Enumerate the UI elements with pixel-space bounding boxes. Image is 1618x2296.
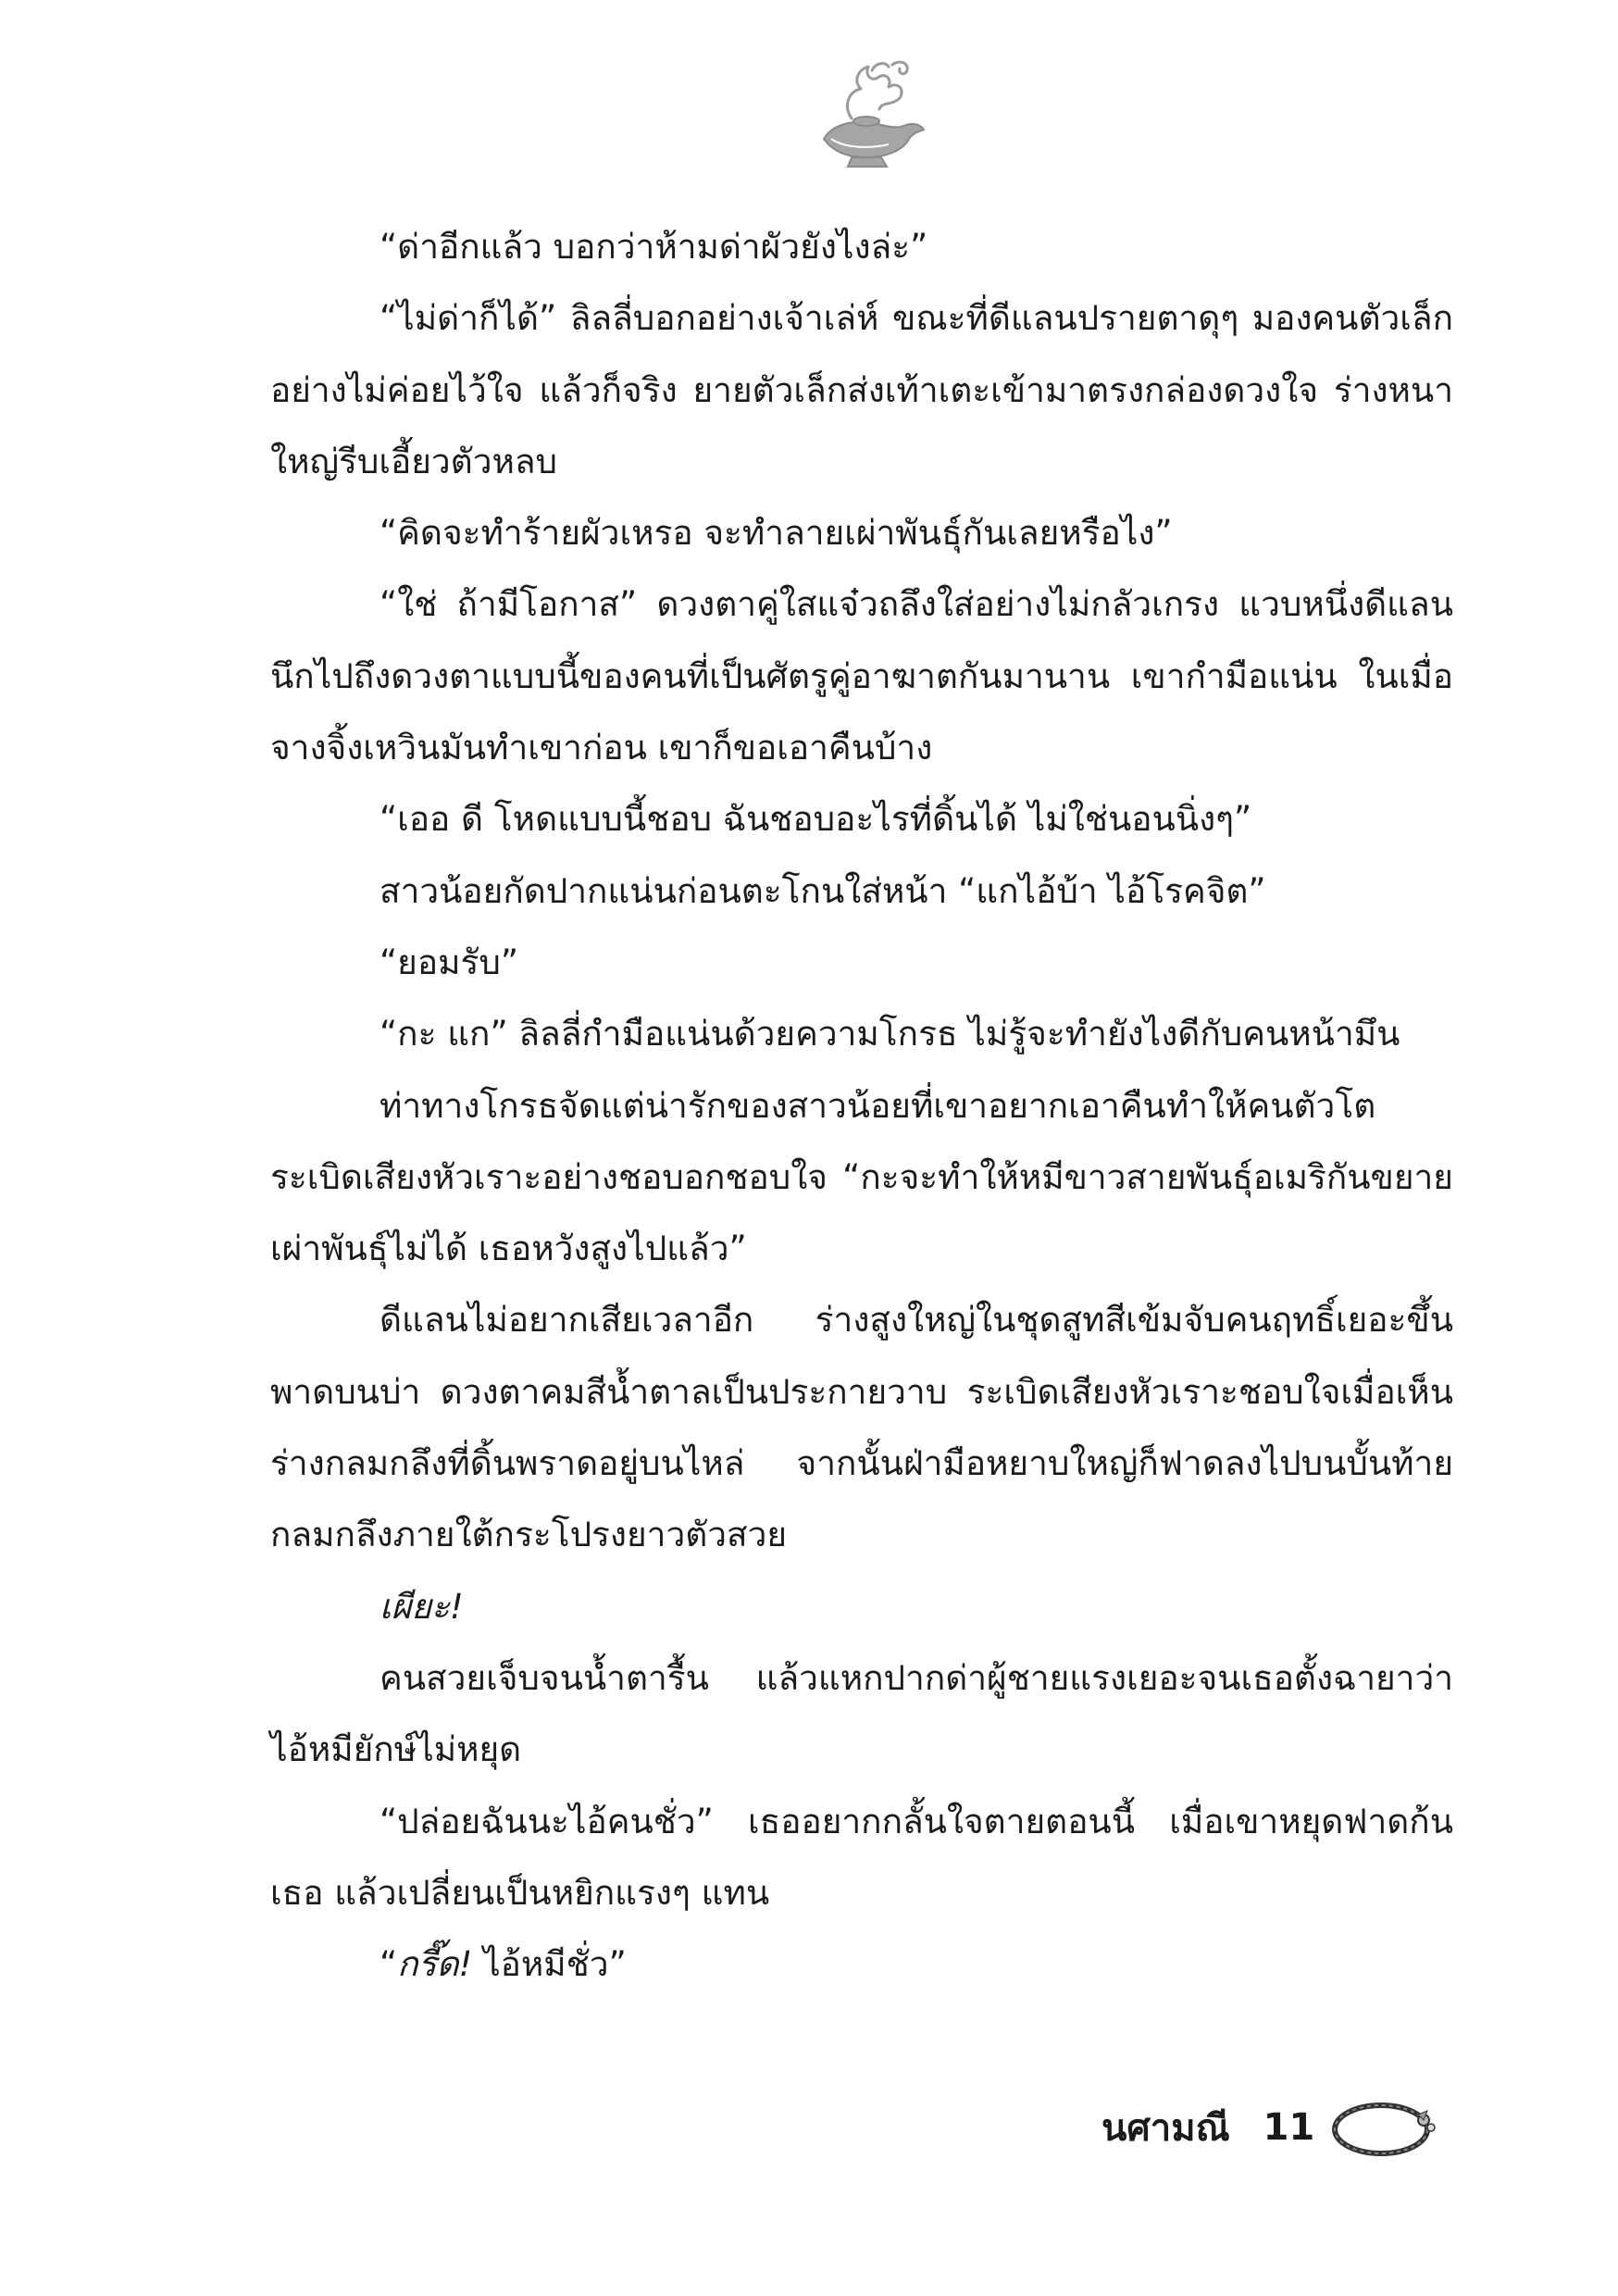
quote-rest: ไอ้หมีชั่ว” — [472, 1944, 627, 1985]
paragraph-last — [270, 1928, 1453, 2000]
paragraph: ท่าทางโกรธจัดแต่น่ารักของสาวน้อยที่เขาอยากเอาคืนทำให้คนตัวโตระเบิดเสียงหัวเราะอย่างชอบอกชอบใจ “กะจะทำให้หมีขาวสายพันธุ์อเมริกันขยายเผ่าพันธุ์ไม่ได้ เธอหวังสูงไปแล้ว” — [270, 1085, 1453, 1269]
bracelet-icon — [1327, 2092, 1438, 2163]
paragraph: “ด่าอีกแล้ว บอกว่าห้ามด่าผัวยังไงล่ะ” — [380, 227, 928, 267]
paragraph: “ใช่ ถ้ามีโอกาส” ดวงตาคู่ใสแจ๋วถลึงใส่อย่างไม่กลัวเกรง แวบหนึ่งดีแลนนึกไปถึงดวงตาแบบนี้ของคนที่เป็นศัตรูคู่อาฆาตกันมานาน เขากำมือแน่น ในเมื่อจางจิ้งเหวินมันทำเขาก่อน เขาก็ขอเอาคืนบ้าง — [270, 584, 1453, 768]
paragraph: คนสวยเจ็บจนน้ำตารื้น แล้วแหกปากด่าผู้ชายแรงเยอะจนเธอตั้งฉายาว่าไอ้หมียักษ์ไม่หยุด — [270, 1657, 1453, 1770]
page-number: 11 — [1263, 2106, 1315, 2149]
paragraph: “คิดจะทำร้ายผัวเหรอ จะทำลายเผ่าพันธุ์กันเลยหรือไง” — [380, 513, 1173, 554]
book-title: นศามณี — [1101, 2107, 1230, 2150]
paragraph: “ไม่ด่าก็ได้” ลิลลี่บอกอย่างเจ้าเล่ห์ ขณะที่ดีแลนปรายตาดุๆ มองคนตัวเล็กอย่างไม่ค่อยไว้ใจ แล้วก็จริง ยายตัวเล็กส่งเท้าเตะเข้ามาตรงกล่องดวงใจ ร่างหนาใหญ่รีบเอี้ยวตัวหลบ — [270, 298, 1453, 481]
genie-lamp-icon — [796, 54, 935, 174]
scream-word: กรี๊ด! — [397, 1944, 473, 1985]
page-footer — [1101, 2090, 1438, 2165]
paragraph: “เออ ดี โหดแบบนี้ชอบ ฉันชอบอะไรที่ดิ้นได้ ไม่ใช่นอนนิ่งๆ” — [380, 799, 1252, 840]
body-text — [270, 211, 1453, 2000]
paragraph: ดีแลนไม่อยากเสียเวลาอีก ร่างสูงใหญ่ในชุดสูทสีเข้มจับคนฤทธิ์เยอะขึ้นพาดบนบ่า ดวงตาคมสีน้ำตาลเป็นประกายวาบ ระเบิดเสียงหัวเราะชอบใจเมื่อเห็นร่างกลมกลึงที่ดิ้นพราดอยู่บนไหล่ จากนั้นฝ่ามือหยาบใหญ่ก็ฟาดลงไปบนบั้นท้ายกลมกลึงภายใต้กระโปรงยาวตัวสวย — [270, 1300, 1453, 1555]
paragraph: “ยอมรับ” — [380, 942, 518, 982]
paragraph-sound-effect: เผียะ! — [380, 1586, 464, 1627]
paragraph: “ปล่อยฉันนะไอ้คนชั่ว” เธออยากกลั้นใจตายตอนนี้ เมื่อเขาหยุดฟาดก้นเธอ แล้วเปลี่ยนเป็นหยิกแรงๆ แทน — [270, 1801, 1453, 1913]
quote-open: “ — [380, 1944, 398, 1985]
paragraph: สาวน้อยกัดปากแน่นก่อนตะโกนใส่หน้า “แกไอ้บ้า ไอ้โรคจิต” — [380, 870, 1266, 911]
paragraph: “กะ แก” ลิลลี่กำมือแน่นด้วยความโกรธ ไม่รู้จะทำยังไงดีกับคนหน้ามึน — [380, 1014, 1400, 1054]
